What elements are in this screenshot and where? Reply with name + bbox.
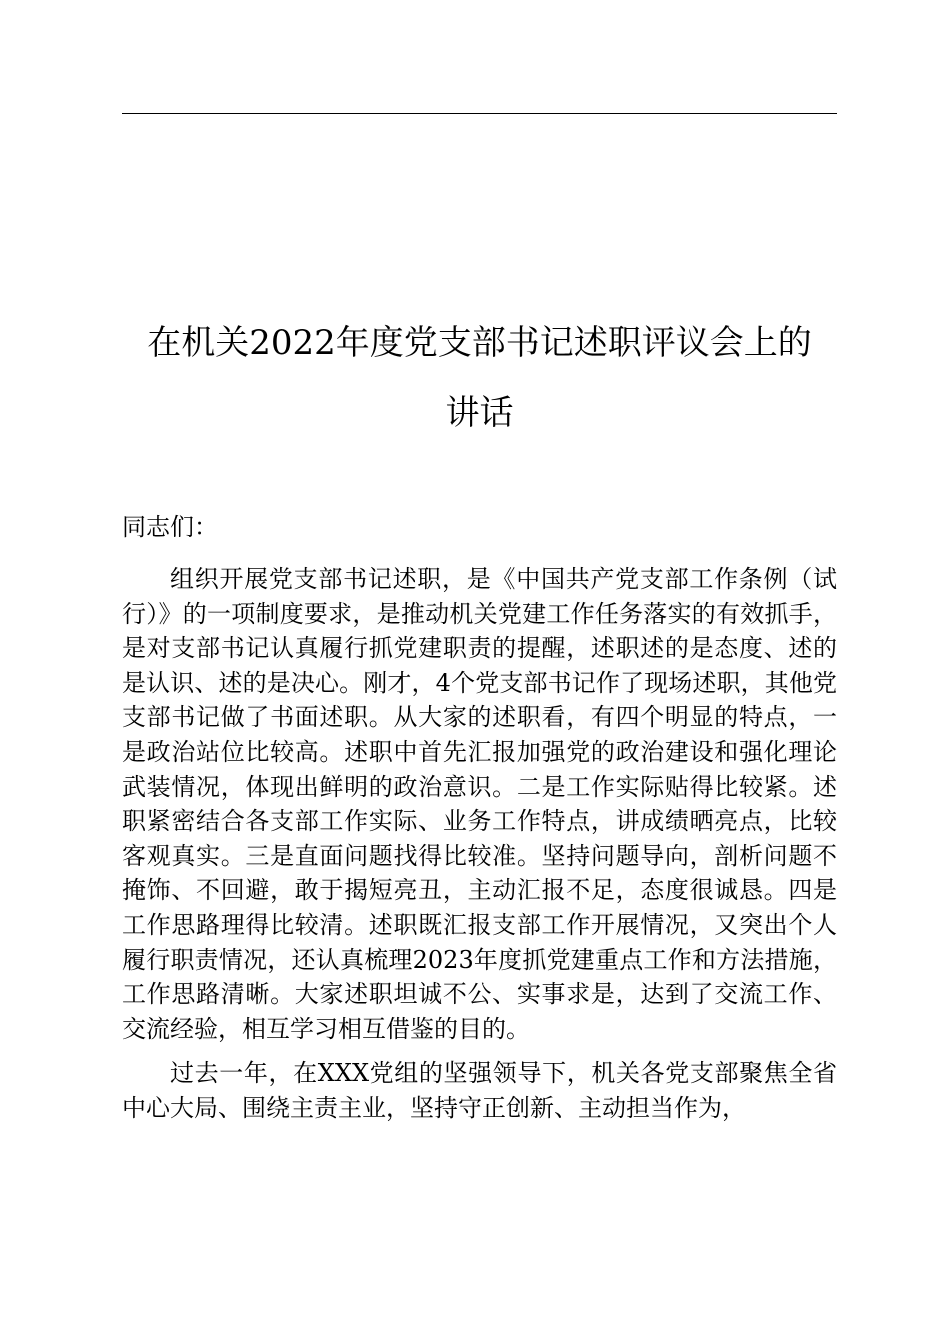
body-text (122, 562, 837, 1136)
document-title-line-2: 讲话 (445, 393, 514, 433)
salutation: 同志们： (122, 513, 218, 541)
document-title-line-1: 在机关2022年度党支部书记述职评议会上的 (147, 323, 812, 363)
paragraph-1: 组织开展党支部书记述职，是《中国共产党支部工作条例（试行）》的一项制度要求，是推动机关党建工作任务落实的有效抓手，是对支部书记认真履行抓党建职责的提醒，述职述的是态度、述的是认识、述的是决心。刚才，4个党支部书记作了现场述职，其他党支部书记做了书面述职。从大家的述职看，有四个明显的特点，一是政治站位比较高。述职中首先汇报加强党的政治建设和强化理论武装情况，体现出鲜明的政治意识。二是工作实际贴得比较紧。述职紧密结合各支部工作实际、业务工作特点，讲成绩晒亮点，比较客观真实。三是直面问题找得比较准。坚持问题导向，剖析问题不掩饰、不回避，敢于揭短亮丑，主动汇报不足，态度很诚恳。四是工作思路理得比较清。述职既汇报支部工作开展情况，又突出个人履行职责情况，还认真梳理2023年度抓党建重点工作和方法措施，工作思路清晰。大家述职坦诚不公、实事求是，达到了交流工作、交流经验，相互学习相互借鉴的目的。 (122, 565, 837, 1043)
document-title (122, 308, 837, 448)
paragraph-2: 过去一年，在XXX党组的坚强领导下，机关各党支部聚焦全省中心大局、围绕主责主业，坚持守正创新、主动担当作为， (122, 1059, 837, 1122)
header-rule (122, 113, 837, 114)
